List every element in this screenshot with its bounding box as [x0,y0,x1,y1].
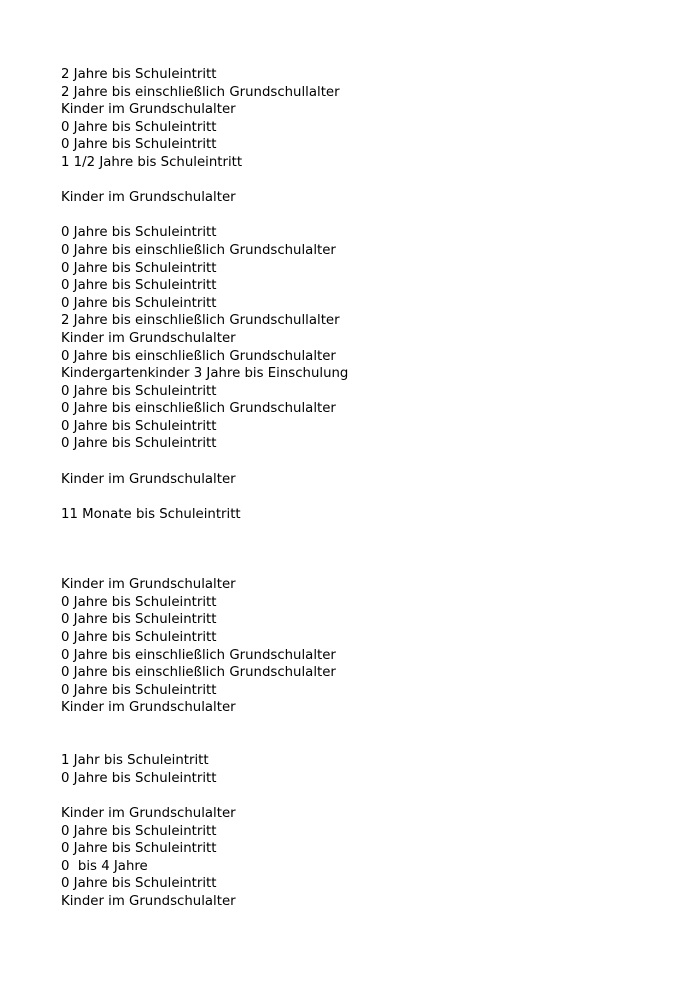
text-line: 0 Jahre bis Schuleintritt [61,630,217,645]
text-line: 0 Jahre bis Schuleintritt [61,119,217,135]
text-line: 0 bis 4 Jahre [61,858,148,874]
text-line: 0 Jahre bis einschließlich Grundschulalter [61,348,336,364]
blank-line [61,735,661,753]
text-line: 0 Jahre bis Schuleintritt [61,225,217,241]
text-line: Kinder im Grundschulalter [61,471,236,487]
text-line: 2 Jahre bis einschließlich Grundschullalter [61,313,340,329]
blank-line [61,172,661,190]
text-line: 0 Jahre bis einschließlich Grundschulalter [61,242,336,258]
text-line: Kinder im Grundschulalter [61,577,236,593]
text-line: 0 Jahre bis einschließlich Grundschulalter [61,647,336,663]
text-line: 0 Jahre bis Schuleintritt [61,876,217,892]
text-line: 0 Jahre bis Schuleintritt [61,383,217,399]
blank-line [61,523,661,541]
blank-line [61,207,661,225]
text-line: 0 Jahre bis Schuleintritt [61,594,217,610]
text-line: 0 Jahre bis Schuleintritt [61,841,217,857]
text-line: 0 Jahre bis Schuleintritt [61,823,217,839]
text-line: 0 Jahre bis Schuleintritt [61,612,217,628]
text-line: 0 Jahre bis Schuleintritt [61,436,217,452]
text-line: Kinder im Grundschulalter [61,893,236,909]
blank-line [61,717,661,735]
text-line: Kinder im Grundschulalter [61,330,236,346]
text-line: Kinder im Grundschulalter [61,102,236,118]
text-line: 2 Jahre bis Schuleintritt [61,67,217,82]
text-line: 0 Jahre bis Schuleintritt [61,770,217,786]
blank-line [61,787,661,805]
blank-line [61,541,661,559]
blank-line [61,559,661,577]
text-line: Kinder im Grundschulalter [61,190,236,206]
text-line: Kinder im Grundschulalter [61,700,236,716]
text-line: 0 Jahre bis Schuleintritt [61,260,217,276]
text-line: 11 Monate bis Schuleintritt [61,506,241,522]
text-line: 0 Jahre bis Schuleintritt [61,278,217,294]
blank-line [61,488,661,506]
text-line: 0 Jahre bis Schuleintritt [61,137,217,153]
text-line: 0 Jahre bis Schuleintritt [61,682,217,698]
text-line: 0 Jahre bis einschließlich Grundschulalter [61,665,336,681]
document-page [61,66,661,911]
text-line: Kinder im Grundschulalter [61,805,236,821]
text-line: 1 1/2 Jahre bis Schuleintritt [61,154,243,170]
text-line: 0 Jahre bis Schuleintritt [61,418,217,434]
text-line: Kindergartenkinder 3 Jahre bis Einschulung [61,366,349,382]
blank-line [61,453,661,471]
text-line: 0 Jahre bis einschließlich Grundschulalter [61,401,336,417]
text-line: 0 Jahre bis Schuleintritt [61,295,217,311]
text-line: 2 Jahre bis einschließlich Grundschullalter [61,84,340,100]
text-line: 1 Jahr bis Schuleintritt [61,753,209,769]
